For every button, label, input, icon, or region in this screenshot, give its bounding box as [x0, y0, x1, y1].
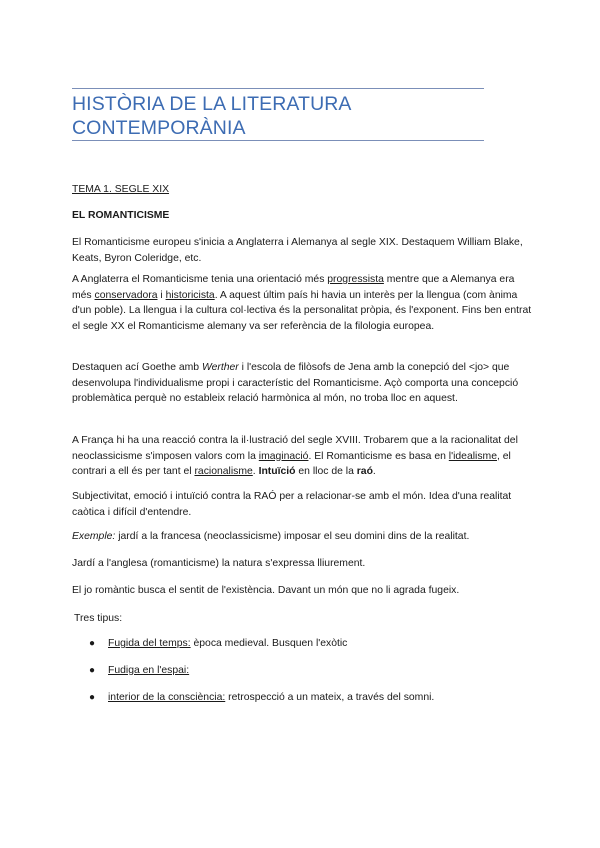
bullet-marker: ● [89, 638, 96, 649]
exemple-label: Exemple: [72, 531, 116, 542]
tema-heading: TEMA 1. SEGLE XIX [72, 184, 170, 195]
title-rule-bottom [72, 140, 484, 141]
paragraph-anglaterra: A Anglaterra el Romanticisme tenia una orientació més progressista mentre que a Alemanya era més conservadora i historicista. A aquest últim país hi havia un interès per la llengua (com ànima d'un poble). La llengua i la cultura col·lectiva és la personalitat pròpia, és l'exponent. Fins ben entrat el segle XX el Romanticisme alemany va ser referència de la filologia europea. [72, 274, 532, 332]
term-imaginacio: imaginació [258, 450, 309, 462]
term-intuicio: Intuïció [258, 466, 296, 478]
paragraph-intro: El Romanticisme europeu s'inicia a Anglaterra i Alemanya al segle XIX. Destaquem William Blake, Keats, Byron Coleridge, etc. [72, 237, 523, 264]
title-rule-top [72, 88, 484, 89]
bullet-marker: ● [89, 665, 96, 676]
section-heading: EL ROMANTICISME [72, 210, 170, 221]
work-werther: Werther [201, 362, 239, 373]
list-item-espai: Fudiga en l'espai: [108, 665, 190, 676]
title-line-1: HISTÒRIA DE LA LITERATURA [72, 93, 352, 115]
term-rao: raó [356, 466, 373, 478]
paragraph-goethe: Destaquen ací Goethe amb Werther i l'escola de filòsofs de Jena amb la conepció del <jo> que desenvolupa l'individualisme propi i característic del Romanticisme. Açò comporta una concepció problemàtica perquè no estableix relació harmònica al món, no troba lloc en aquest. [72, 362, 519, 405]
paragraph-subjectivitat: Subjectivitat, emoció i intuïció contra la RAÓ per a relacionar-se amb el món. Idea d'una realitat caòtica i difícil d'entendre. [72, 491, 512, 518]
paragraph-jo-romantic: El jo romàntic busca el sentit de l'existència. Davant un món que no li agrada fugeix. [72, 585, 460, 596]
list-item-temps: Fugida del temps: època medieval. Busquen l'exòtic [108, 638, 348, 649]
term-conservadora: conservadora [94, 289, 158, 301]
term-progressista: progressista [327, 274, 384, 285]
paragraph-tres-tipus: Tres tipus: [74, 613, 123, 624]
term-historicista: historicista [165, 289, 215, 301]
paragraph-exemple: Exemple: jardí a la francesa (neoclassicisme) imposar el seu domini dins de la realitat. [72, 531, 470, 542]
bullet-marker: ● [89, 692, 96, 703]
document-title [72, 92, 502, 140]
paragraph-franca: A França hi ha una reacció contra la il·lustració del segle XVIII. Trobarem que a la racionalitat del neoclassicisme s'imposen valors com la imaginació. El Romanticisme es basa en l'idealisme, el contrari a ell és per tant el racionalisme. Intuïció en lloc de la raó. [72, 435, 518, 478]
paragraph-jardi-anglesa: Jardí a l'anglesa (romanticisme) la natura s'expressa lliurement. [72, 558, 366, 569]
list-item-consciencia: interior de la consciència: retrospecció a un mateix, a través del somni. [108, 692, 435, 703]
term-idealisme: l'idealisme [448, 450, 497, 462]
title-line-2: CONTEMPORÀNIA [72, 117, 246, 139]
term-racionalisme: racionalisme [194, 466, 253, 478]
